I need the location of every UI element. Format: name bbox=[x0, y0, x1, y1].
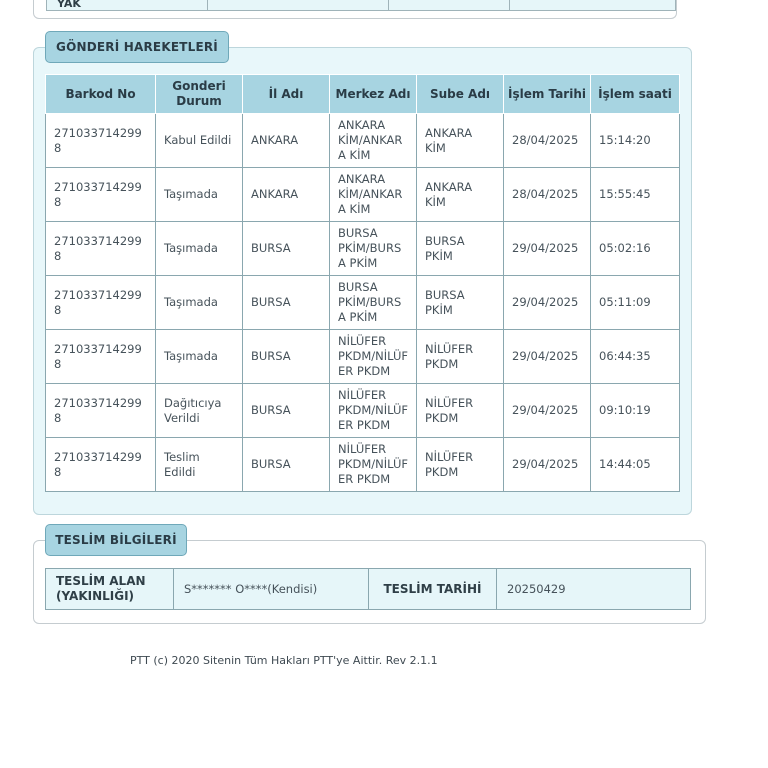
column-header-city: İl Adı bbox=[243, 75, 330, 114]
barcode-cell: 2710337142998 bbox=[46, 438, 156, 492]
branch-cell: NİLÜFER PKDM bbox=[417, 438, 504, 492]
column-header-status: Gonderi Durum bbox=[156, 75, 243, 114]
delivery-row bbox=[46, 569, 691, 610]
table-row bbox=[46, 114, 680, 168]
column-header-branch: Sube Adı bbox=[417, 75, 504, 114]
branch-cell: NİLÜFER PKDM bbox=[417, 384, 504, 438]
city-cell: ANKARA bbox=[243, 168, 330, 222]
date-cell: 29/04/2025 bbox=[504, 438, 591, 492]
time-cell: 15:14:20 bbox=[591, 114, 680, 168]
footer-copyright: PTT (c) 2020 Sitenin Tüm Hakları PTT'ye Aittir. Rev 2.1.1 bbox=[130, 654, 438, 667]
column-header-barcode: Barkod No bbox=[46, 75, 156, 114]
table-row bbox=[46, 384, 680, 438]
date-cell: 29/04/2025 bbox=[504, 276, 591, 330]
center-cell: NİLÜFER PKDM/NİLÜFER PKDM bbox=[330, 438, 417, 492]
delivery-date-label: TESLİM TARİHİ bbox=[369, 569, 497, 610]
center-cell: BURSA PKİM/BURSA PKİM bbox=[330, 222, 417, 276]
time-cell: 06:44:35 bbox=[591, 330, 680, 384]
table-row bbox=[46, 168, 680, 222]
barcode-cell: 2710337142998 bbox=[46, 114, 156, 168]
city-cell: BURSA bbox=[243, 330, 330, 384]
status-cell: Teslim Edildi bbox=[156, 438, 243, 492]
date-cell: 29/04/2025 bbox=[504, 222, 591, 276]
branch-cell: ANKARA KİM bbox=[417, 114, 504, 168]
date-cell: 28/04/2025 bbox=[504, 168, 591, 222]
city-cell: BURSA bbox=[243, 276, 330, 330]
status-cell: Taşımada bbox=[156, 168, 243, 222]
center-cell: ANKARA KİM/ANKARA KİM bbox=[330, 168, 417, 222]
branch-cell: ANKARA KİM bbox=[417, 168, 504, 222]
branch-cell: BURSA PKİM bbox=[417, 222, 504, 276]
time-cell: 05:02:16 bbox=[591, 222, 680, 276]
center-cell: NİLÜFER PKDM/NİLÜFER PKDM bbox=[330, 330, 417, 384]
city-cell: BURSA bbox=[243, 384, 330, 438]
status-cell: Taşımada bbox=[156, 330, 243, 384]
time-cell: 09:10:19 bbox=[591, 384, 680, 438]
barcode-cell: 2710337142998 bbox=[46, 330, 156, 384]
column-header-time: İşlem saati bbox=[591, 75, 680, 114]
table-row bbox=[46, 438, 680, 492]
barcode-cell: 2710337142998 bbox=[46, 222, 156, 276]
date-cell: 28/04/2025 bbox=[504, 114, 591, 168]
recipient-value: S******* O****(Kendisi) bbox=[174, 569, 369, 610]
date-cell: 29/04/2025 bbox=[504, 384, 591, 438]
recipient-label: TESLİM ALAN (YAKINLIĞI) bbox=[46, 569, 174, 610]
status-cell: Taşımada bbox=[156, 276, 243, 330]
previous-section-cell bbox=[208, 0, 389, 11]
movements-title: GÖNDERİ HAREKETLERİ bbox=[45, 31, 229, 63]
city-cell: ANKARA bbox=[243, 114, 330, 168]
time-cell: 14:44:05 bbox=[591, 438, 680, 492]
movements-table bbox=[45, 74, 680, 492]
city-cell: BURSA bbox=[243, 438, 330, 492]
previous-section-panel bbox=[33, 0, 677, 19]
table-row bbox=[46, 330, 680, 384]
table-row bbox=[46, 222, 680, 276]
status-cell: Taşımada bbox=[156, 222, 243, 276]
delivery-date-value: 20250429 bbox=[497, 569, 691, 610]
time-cell: 15:55:45 bbox=[591, 168, 680, 222]
date-cell: 29/04/2025 bbox=[504, 330, 591, 384]
delivery-table bbox=[45, 568, 691, 610]
barcode-cell: 2710337142998 bbox=[46, 384, 156, 438]
status-cell: Kabul Edildi bbox=[156, 114, 243, 168]
status-cell: Dağıtıcıya Verildi bbox=[156, 384, 243, 438]
column-header-date: İşlem Tarihi bbox=[504, 75, 591, 114]
center-cell: ANKARA KİM/ANKARA KİM bbox=[330, 114, 417, 168]
branch-cell: NİLÜFER PKDM bbox=[417, 330, 504, 384]
previous-section-cell bbox=[510, 0, 676, 11]
table-header-row bbox=[46, 75, 680, 114]
barcode-cell: 2710337142998 bbox=[46, 168, 156, 222]
previous-section-cell bbox=[389, 0, 510, 11]
center-cell: BURSA PKİM/BURSA PKİM bbox=[330, 276, 417, 330]
table-row bbox=[46, 276, 680, 330]
previous-section-label: YAK bbox=[47, 0, 208, 11]
city-cell: BURSA bbox=[243, 222, 330, 276]
time-cell: 05:11:09 bbox=[591, 276, 680, 330]
previous-section-table bbox=[46, 0, 676, 11]
center-cell: NİLÜFER PKDM/NİLÜFER PKDM bbox=[330, 384, 417, 438]
branch-cell: BURSA PKİM bbox=[417, 276, 504, 330]
column-header-center: Merkez Adı bbox=[330, 75, 417, 114]
barcode-cell: 2710337142998 bbox=[46, 276, 156, 330]
delivery-title: TESLİM BİLGİLERİ bbox=[45, 524, 187, 556]
